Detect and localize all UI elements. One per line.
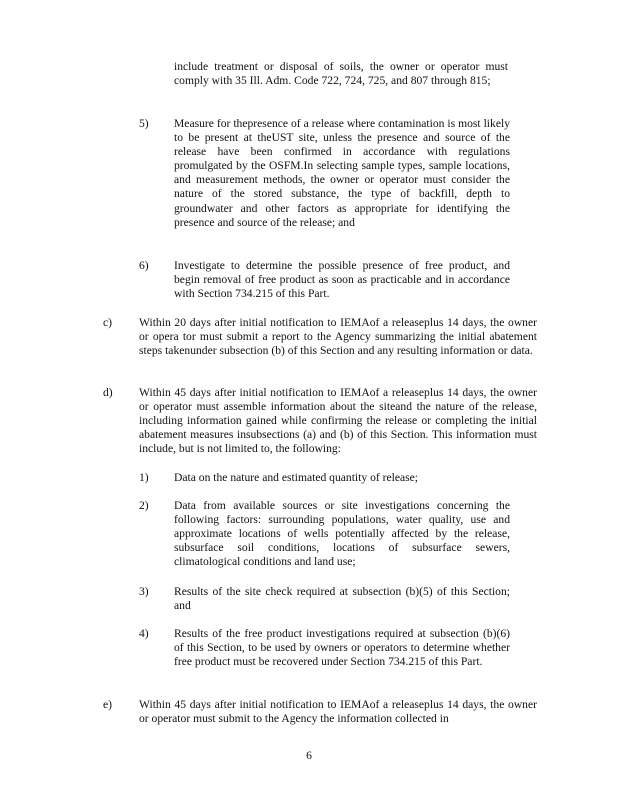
item-label-e: e) [103,698,113,711]
item-label-d: d) [103,386,113,399]
item-text-5: Measure for thepresence of a release where contamination is most likely to be present at theUST site, unless the presence and source of the release have been confirmed in accordance with regulations promulgated by the OSFM.In selecting sample types, sample locations, and measurement methods, the owner or operator must consider the nature of the stored substance, the type of backfill, depth to groundwater and other factors as appropriate for identifying the presence and source of the release; and [174,117,510,229]
item-label-c: c) [103,316,113,329]
item-text-e: Within 45 days after initial notification to IEMAof a releaseplus 14 days, the owner or operator must submit to the Agency the information collected in [139,698,537,726]
page-number: 6 [306,749,312,762]
item-text-d2: Data from available sources or site investigations concerning the following factors: surrounding populations, water quality, use and approximate locations of wells potentially affected by the release, subsurface soil conditions, locations of subsurface sewers, climatological conditions and land use; [174,499,510,569]
item-text-d4: Results of the free product investigations required at subsection (b)(6) of this Section, to be used by owners or operators to determine whether free product must be recovered under Section 734.215 of this Part. [174,627,510,669]
continuation-paragraph: include treatment or disposal of soils, the owner or operator must comply with 35 Ill. Adm. Code 722, 724, 725, and 807 through 815; [174,60,508,88]
item-label-6: 6) [139,259,149,272]
item-label-d4: 4) [139,627,149,640]
item-text-6: Investigate to determine the possible presence of free product, and begin removal of free product as soon as practicable and in accordance with Section 734.215 of this Part. [174,259,510,301]
item-text-d1: Data on the nature and estimated quantity of release; [174,471,419,484]
item-label-5: 5) [139,117,149,130]
item-text-c: Within 20 days after initial notification to IEMAof a releaseplus 14 days, the owner or opera tor must submit a report to the Agency summarizing the initial abatement steps takenunder subsection (b) of this Section and any resulting information or data. [139,316,537,358]
item-label-d2: 2) [139,499,149,512]
item-text-d3: Results of the site check required at subsection (b)(5) of this Section; and [174,585,510,613]
item-text-d: Within 45 days after initial notification to IEMAof a releaseplus 14 days, the owner or operator must assemble information about the siteand the nature of the release, including information gained while confirming the release or completing the initial abatement measures insubsections (a) and (b) of this Section. This information must include, but is not limited to, the following: [139,386,537,456]
item-label-d1: 1) [139,471,149,484]
item-label-d3: 3) [139,585,149,598]
